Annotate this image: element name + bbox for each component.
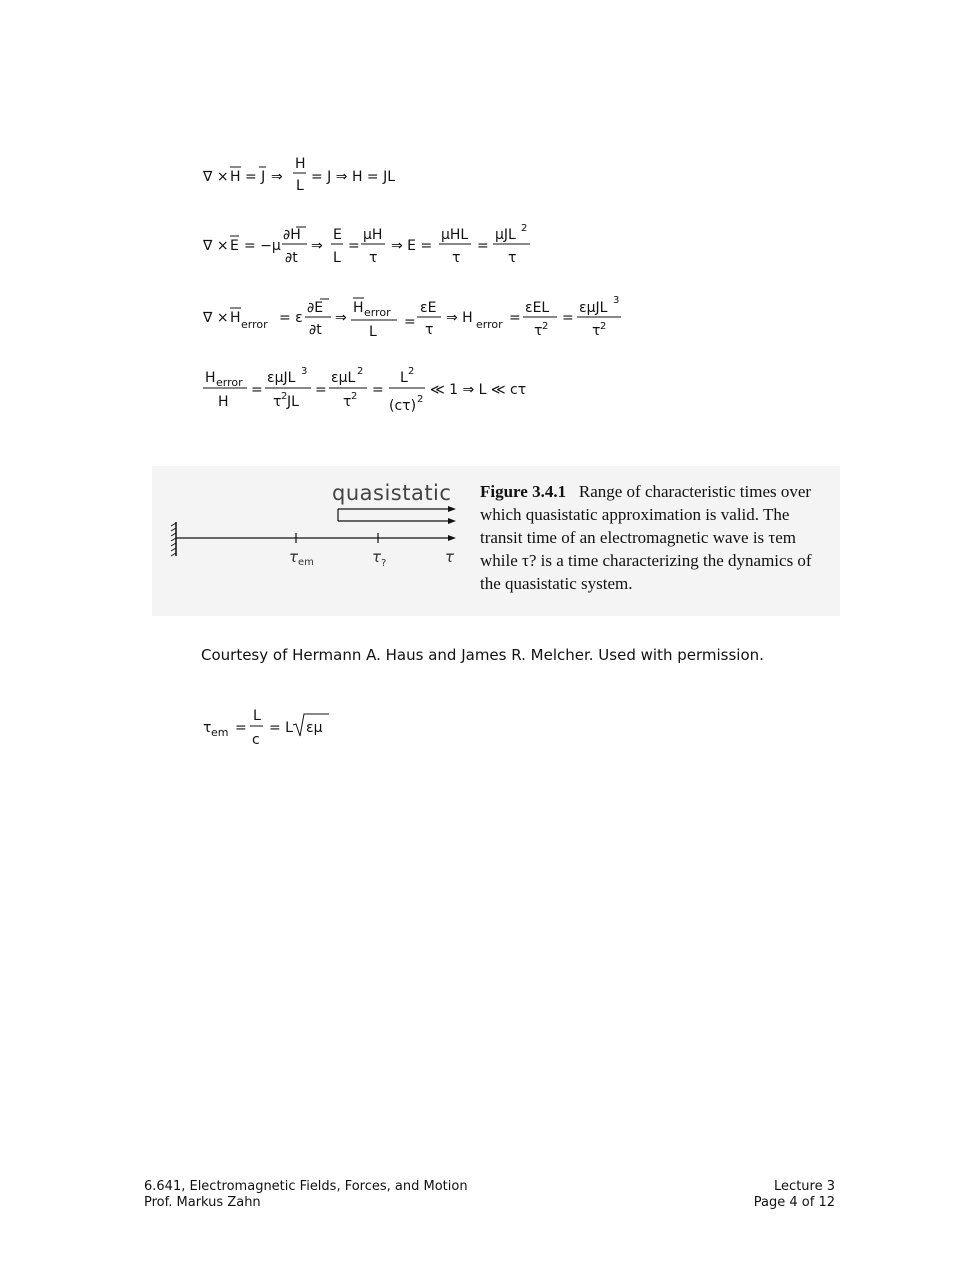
svg-text:L: L xyxy=(400,370,408,386)
svg-text:μJL: μJL xyxy=(495,227,516,243)
svg-text:τ: τ xyxy=(425,322,434,338)
svg-text:error: error xyxy=(216,376,243,389)
svg-text:∂t: ∂t xyxy=(309,322,322,338)
svg-text:∇ ×: ∇ × xyxy=(203,238,229,254)
svg-text:εE: εE xyxy=(420,300,437,316)
svg-text:=: = xyxy=(372,382,384,398)
equation-1-graphic xyxy=(203,152,463,196)
tem-label: τ xyxy=(289,548,299,566)
svg-text:H: H xyxy=(205,370,216,386)
svg-text:3: 3 xyxy=(301,366,308,377)
svg-text:2: 2 xyxy=(351,391,358,402)
svg-text:H: H xyxy=(230,169,241,185)
svg-text:μH: μH xyxy=(363,227,383,243)
svg-text:2: 2 xyxy=(357,366,364,377)
svg-text:2: 2 xyxy=(521,223,528,234)
svg-text:εEL: εEL xyxy=(525,300,550,316)
equation-4 xyxy=(203,362,563,426)
footer-professor: Prof. Markus Zahn xyxy=(144,1195,261,1210)
footer-lecture: Lecture 3 xyxy=(774,1179,835,1194)
svg-text:L: L xyxy=(333,250,341,266)
svg-text:∂E: ∂E xyxy=(307,300,324,316)
courtesy-note: Courtesy of Hermann A. Haus and James R. Melcher. Used with permission. xyxy=(201,646,764,664)
axis-arrowhead xyxy=(448,535,456,541)
figure-caption-title: Figure 3.4.1 xyxy=(480,482,567,501)
svg-text:=: = xyxy=(562,310,574,326)
equation-2 xyxy=(203,222,543,274)
svg-text:2: 2 xyxy=(542,321,549,332)
equation-4-graphic xyxy=(203,362,563,422)
tau-label: τ xyxy=(445,548,455,566)
time-axis-diagram xyxy=(152,466,472,616)
footer-page: Page 4 of 12 xyxy=(753,1195,835,1210)
svg-text:E: E xyxy=(333,227,342,243)
svg-text:⇒: ⇒ xyxy=(271,169,283,185)
quasistatic-label: quasistatic xyxy=(332,481,452,505)
svg-text:τ: τ xyxy=(508,250,517,266)
svg-text:(cτ): (cτ) xyxy=(389,398,417,414)
svg-text:τ: τ xyxy=(452,250,461,266)
equation-3 xyxy=(203,290,643,346)
svg-text:2: 2 xyxy=(408,366,415,377)
equation-1 xyxy=(203,152,463,200)
svg-text:μHL: μHL xyxy=(441,227,469,243)
svg-text:∂t: ∂t xyxy=(285,250,298,266)
svg-text:⇒ E =: ⇒ E = xyxy=(391,238,433,254)
svg-text:= L: = L xyxy=(269,720,293,736)
svg-text:2: 2 xyxy=(281,391,288,402)
figure-caption xyxy=(480,480,832,595)
svg-text:≪ 1 ⇒ L ≪ cτ: ≪ 1 ⇒ L ≪ cτ xyxy=(430,382,527,398)
range-arrow-bottom xyxy=(448,518,456,524)
svg-text:⇒: ⇒ xyxy=(311,238,323,254)
footer-right xyxy=(754,1179,835,1211)
svg-text:em: em xyxy=(211,726,229,739)
svg-text:τ: τ xyxy=(203,720,212,736)
svg-text:error: error xyxy=(364,306,391,319)
svg-text:εμJL: εμJL xyxy=(579,300,608,316)
tq-subscript: ? xyxy=(381,558,387,569)
footer-course: 6.641, Electromagnetic Fields, Forces, and Motion xyxy=(144,1179,468,1194)
range-arrow-top xyxy=(448,506,456,512)
svg-text:2: 2 xyxy=(417,394,424,405)
svg-text:τ: τ xyxy=(273,394,282,410)
svg-text:τ: τ xyxy=(369,250,378,266)
footer-left xyxy=(144,1179,468,1211)
svg-text:H: H xyxy=(353,300,364,316)
svg-text:H: H xyxy=(218,394,229,410)
svg-text:error: error xyxy=(476,318,503,331)
figure-3-4-1 xyxy=(152,466,840,616)
svg-text:L: L xyxy=(296,178,304,194)
svg-text:H: H xyxy=(295,156,306,172)
svg-text:=: = xyxy=(348,238,360,254)
equation-5 xyxy=(203,702,363,752)
svg-text:∂H: ∂H xyxy=(283,227,301,243)
svg-text:E: E xyxy=(230,238,239,254)
svg-text:⇒: ⇒ xyxy=(335,310,347,326)
figure-caption-text: Range of characteristic times over which quasistatic approximation is valid. The transit time of an electromagnetic wave is τem while τ? is a time characterizing the dynamics of the quasistatic system. xyxy=(480,482,812,593)
svg-text:=: = xyxy=(404,314,416,330)
svg-text:τ: τ xyxy=(592,323,601,339)
equation-2-graphic xyxy=(203,222,543,270)
svg-text:c: c xyxy=(252,732,260,748)
svg-text:=: = xyxy=(509,310,521,326)
svg-text:L: L xyxy=(369,324,377,340)
tq-label: τ xyxy=(372,548,382,566)
svg-text:τ: τ xyxy=(343,394,352,410)
svg-text:=: = xyxy=(251,382,263,398)
tem-subscript: em xyxy=(298,557,314,568)
svg-text:=: = xyxy=(315,382,327,398)
equation-5-graphic xyxy=(203,702,363,748)
svg-text:= J ⇒ H = JL: = J ⇒ H = JL xyxy=(311,169,396,185)
svg-text:⇒ H: ⇒ H xyxy=(446,310,473,326)
svg-text:=: = xyxy=(477,238,489,254)
svg-text:= −μ: = −μ xyxy=(244,238,281,254)
svg-text:εμ: εμ xyxy=(306,720,323,736)
svg-text:H: H xyxy=(230,310,241,326)
svg-text:3: 3 xyxy=(613,295,620,306)
svg-text:εμJL: εμJL xyxy=(267,370,296,386)
svg-text:∇ ×: ∇ × xyxy=(203,310,229,326)
svg-text:εμL: εμL xyxy=(331,370,356,386)
svg-text:= ε: = ε xyxy=(279,310,303,326)
svg-text:error: error xyxy=(241,318,268,331)
svg-text:JL: JL xyxy=(287,394,299,410)
svg-text:L: L xyxy=(253,708,261,724)
svg-text:= J: = J xyxy=(245,169,266,185)
equation-3-graphic xyxy=(203,290,643,342)
svg-text:τ: τ xyxy=(534,323,543,339)
svg-text:=: = xyxy=(235,720,247,736)
svg-text:∇ ×: ∇ × xyxy=(203,169,229,185)
svg-text:2: 2 xyxy=(600,321,607,332)
